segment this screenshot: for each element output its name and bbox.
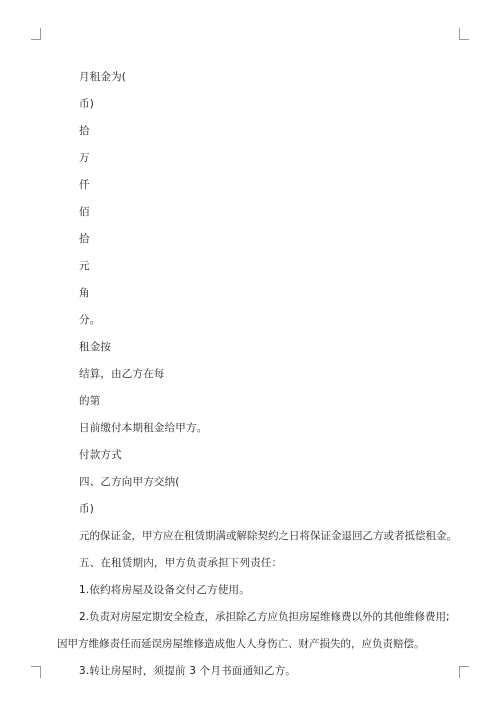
crop-mark-bottom-left xyxy=(31,666,41,678)
text-line: 结算，由乙方在每 xyxy=(79,368,165,380)
text-line: 1.依约将房屋及设备交付乙方使用。 xyxy=(79,584,250,596)
text-line: 币) xyxy=(79,98,94,110)
text-line: 月租金为( xyxy=(79,71,127,83)
text-line: 拾 xyxy=(79,125,90,137)
text-line: 四、乙方向甲方交纳( xyxy=(79,476,180,488)
text-line: 3.转让房屋时，须提前 3 个月书面通知乙方。 xyxy=(79,665,296,677)
text-line: 2.负责对房屋定期安全检查，承担除乙方应负担房屋维修费以外的其他维修费用; xyxy=(79,611,450,623)
text-line: 币) xyxy=(79,503,94,515)
text-line: 分。 xyxy=(79,314,101,326)
text-line: 元的保证金，甲方应在租赁期满或解除契约之日将保证金退回乙方或者抵偿租金。 xyxy=(79,530,457,542)
text-line: 万 xyxy=(79,152,90,164)
text-line: 的第 xyxy=(79,395,101,407)
text-line: 因甲方维修责任而延误房屋维修造成他人人身伤亡、财产损失的，应负责赔偿。 xyxy=(57,638,425,650)
crop-mark-top-right xyxy=(459,28,469,40)
text-line: 佰 xyxy=(79,206,90,218)
text-line: 仟 xyxy=(79,179,90,191)
text-line: 拾 xyxy=(79,233,90,245)
crop-mark-top-left xyxy=(31,28,41,40)
text-line: 角 xyxy=(79,287,90,299)
text-line: 付款方式 xyxy=(79,449,122,461)
crop-mark-bottom-right xyxy=(459,666,469,678)
text-line: 日前缴付本期租金给甲方。 xyxy=(79,422,208,434)
text-line: 元 xyxy=(79,260,90,272)
text-line: 租金按 xyxy=(79,341,112,353)
text-line: 五、在租赁期内，甲方负责承担下列责任： xyxy=(79,557,283,569)
